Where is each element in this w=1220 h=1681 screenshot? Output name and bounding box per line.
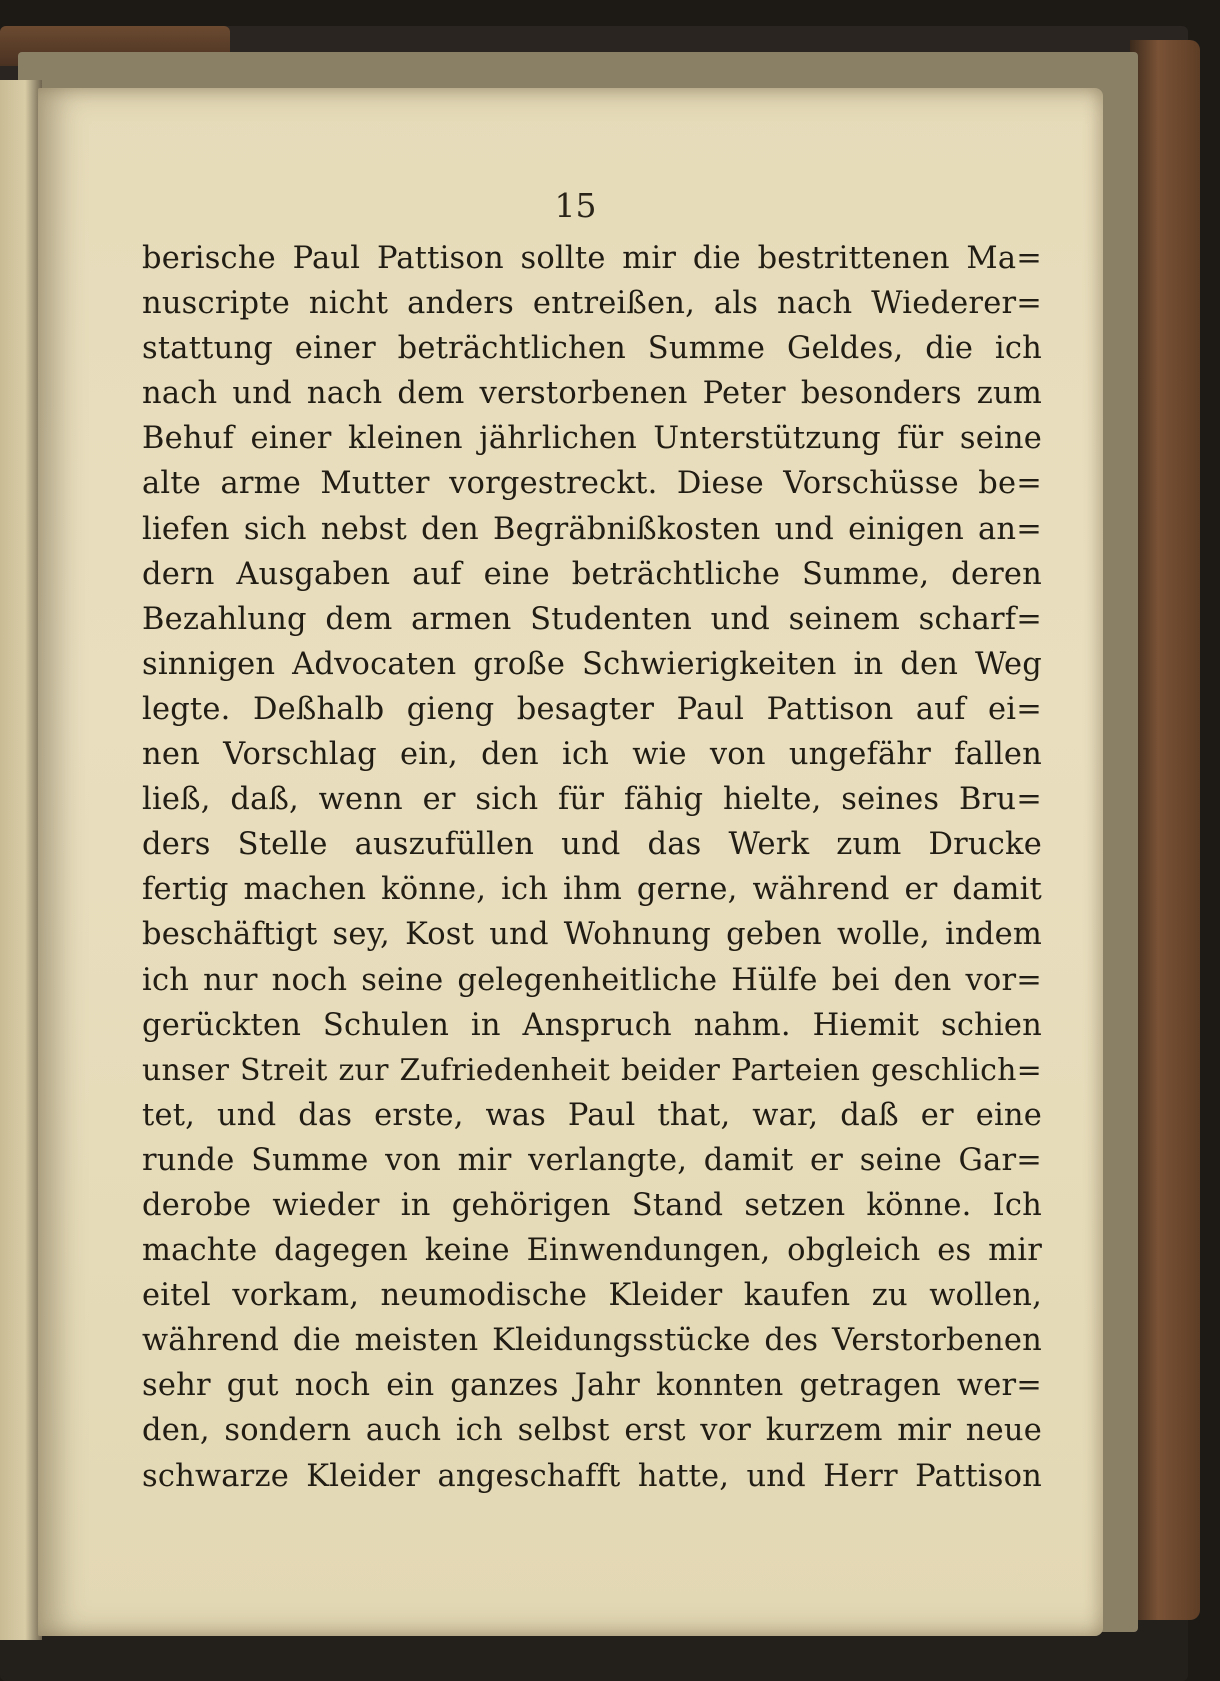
text-line: stattung einer beträchtlichen Summe Geldes, die ich xyxy=(142,331,1042,367)
page-number: 15 xyxy=(554,186,597,225)
text-line: runde Summe von mir verlangte, damit er seine Gar= xyxy=(142,1142,1042,1178)
text-line: sinnigen Advocaten große Schwierigkeiten in den Weg xyxy=(142,646,1042,682)
text-line: ich nur noch seine gelegenheitliche Hülfe bei den vor= xyxy=(142,962,1042,998)
text-line: den, sondern auch ich selbst erst vor kurzem mir neue xyxy=(142,1413,1042,1449)
text-line: gerückten Schulen in Anspruch nahm. Hiemit schien xyxy=(142,1007,1042,1043)
text-line: machte dagegen keine Einwendungen, obgleich es mir xyxy=(142,1233,1042,1269)
text-line: Bezahlung dem armen Studenten und seinem scharf= xyxy=(142,601,1042,637)
text-line: tet, und das erste, was Paul that, war, daß er eine xyxy=(142,1097,1042,1133)
text-line: nen Vorschlag ein, den ich wie von ungefähr fallen xyxy=(142,737,1042,773)
text-line: dern Ausgaben auf eine beträchtliche Summe, deren xyxy=(142,556,1042,592)
text-line: alte arme Mutter vorgestreckt. Diese Vorschüsse be= xyxy=(142,466,1042,502)
text-line: ders Stelle auszufüllen und das Werk zum Drucke xyxy=(142,827,1042,863)
book-page xyxy=(38,88,1103,1636)
text-line: ließ, daß, wenn er sich für fähig hielte, seines Bru= xyxy=(142,782,1042,818)
text-line: nuscripte nicht anders entreißen, als nach Wiederer= xyxy=(142,286,1042,322)
text-line: schwarze Kleider angeschafft hatte, und Herr Pattison xyxy=(142,1458,1042,1494)
left-page-edge xyxy=(0,80,42,1640)
text-line: derobe wieder in gehörigen Stand setzen könne. Ich xyxy=(142,1187,1042,1223)
text-line: liefen sich nebst den Begräbnißkosten und einigen an= xyxy=(142,511,1042,547)
text-line: fertig machen könne, ich ihm gerne, während er damit xyxy=(142,872,1042,908)
page-text xyxy=(142,236,1042,1499)
text-line: beschäftigt sey, Kost und Wohnung geben wolle, indem xyxy=(142,917,1042,953)
text-line: während die meisten Kleidungsstücke des Verstorbenen xyxy=(142,1323,1042,1359)
text-line: eitel vorkam, neumodische Kleider kaufen zu wollen, xyxy=(142,1278,1042,1314)
leather-binding-edge xyxy=(1130,40,1200,1620)
text-line: berische Paul Pattison sollte mir die bestrittenen Ma= xyxy=(142,241,1042,276)
text-line: legte. Deßhalb gieng besagter Paul Pattison auf ei= xyxy=(142,691,1042,727)
text-line: unser Streit zur Zufriedenheit beider Parteien geschlich= xyxy=(142,1052,1042,1088)
text-line: nach und nach dem verstorbenen Peter besonders zum xyxy=(142,376,1042,412)
text-line: sehr gut noch ein ganzes Jahr konnten getragen wer= xyxy=(142,1368,1042,1404)
text-line: Behuf einer kleinen jährlichen Unterstützung für seine xyxy=(142,421,1042,457)
